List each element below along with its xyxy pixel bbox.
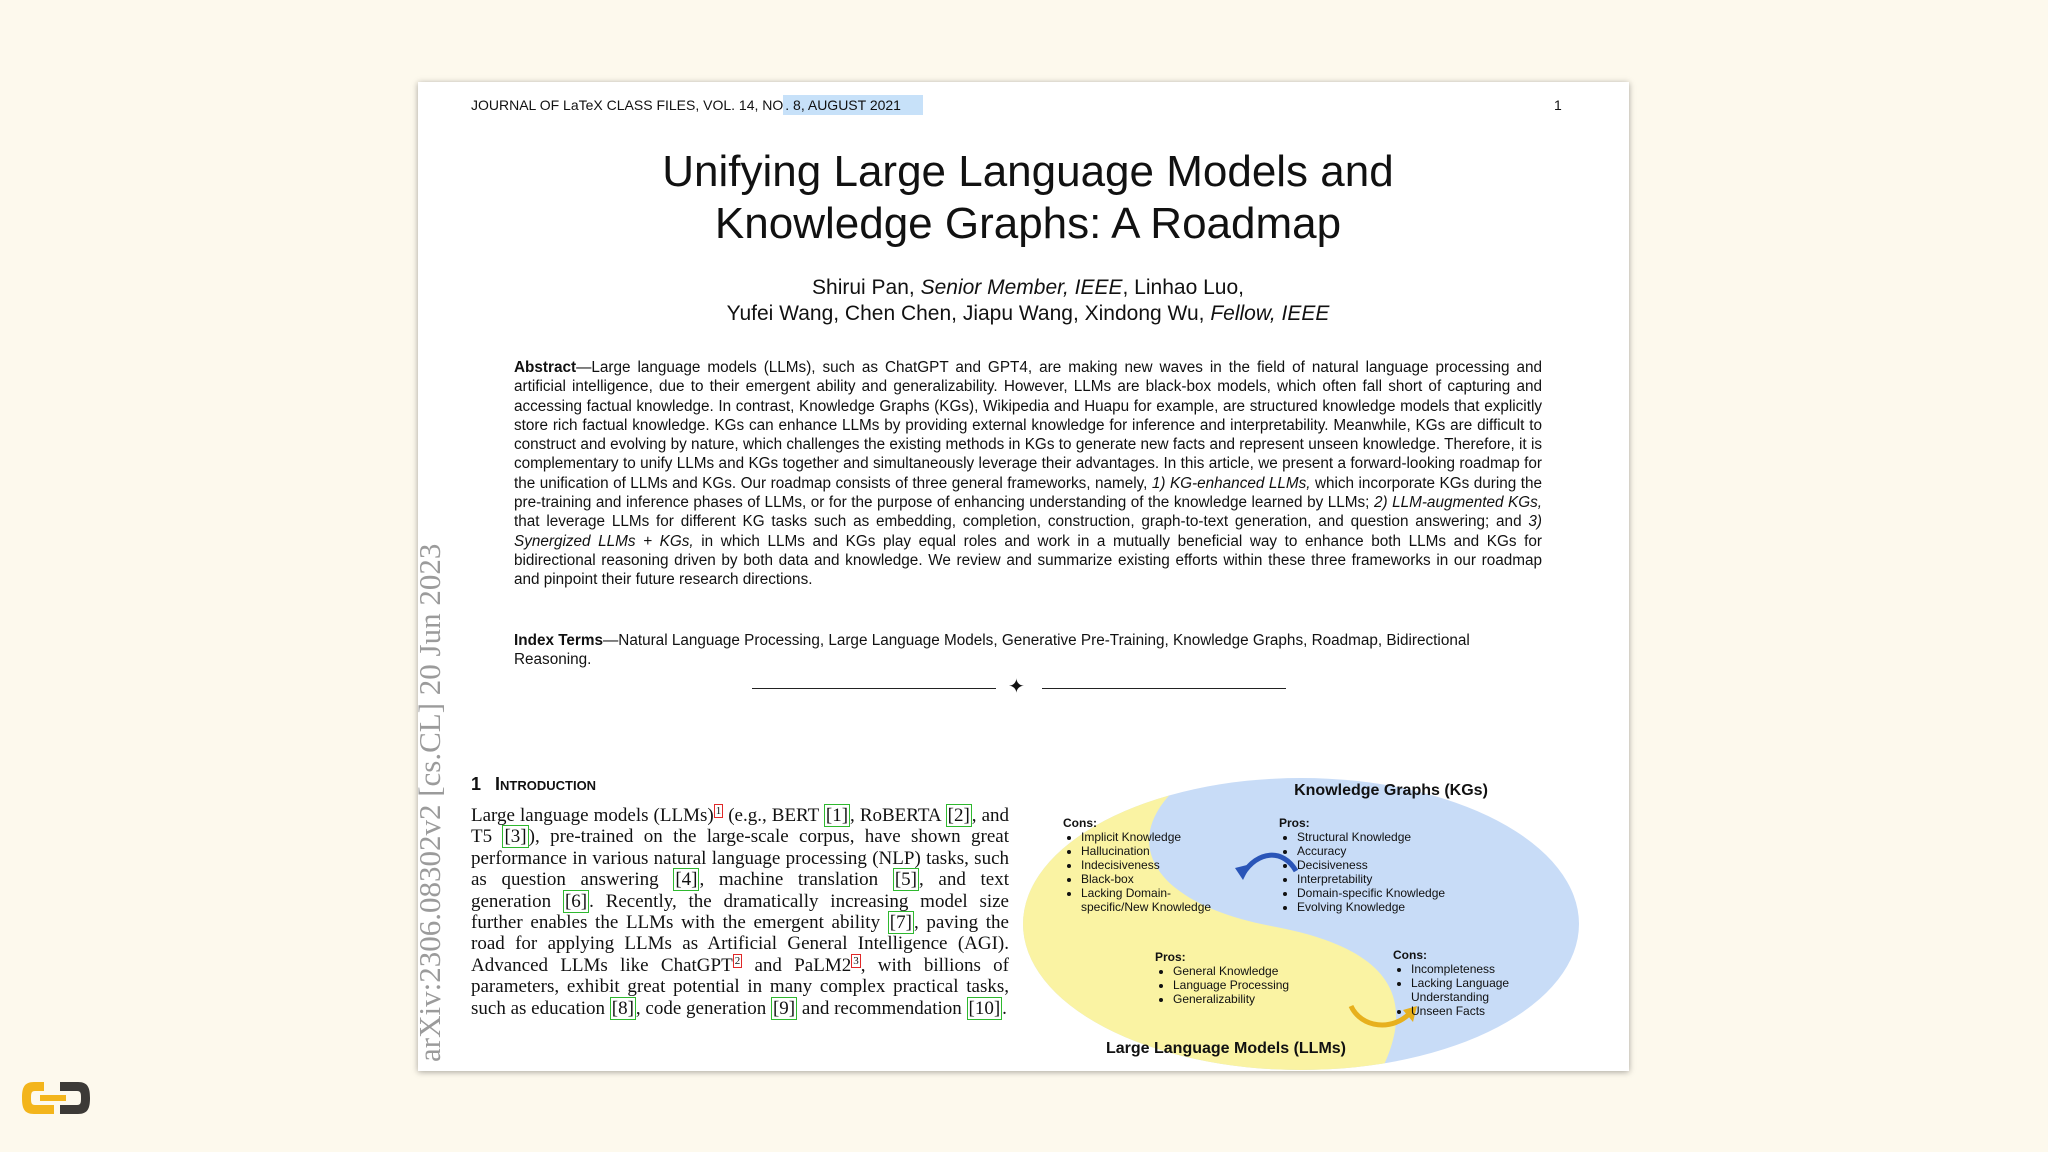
separator-line-right bbox=[1042, 688, 1286, 689]
kg-pros-item: • Structural Knowledge bbox=[1297, 830, 1489, 844]
intro-text: , machine translation bbox=[699, 869, 893, 891]
author-role-1: Senior Member, IEEE bbox=[920, 276, 1123, 299]
author-line-1: Shirui Pan, bbox=[812, 276, 921, 299]
kg-pros-list bbox=[1279, 816, 1489, 914]
llm-cons-item: • Indecisiveness bbox=[1081, 858, 1233, 872]
kg-cons-heading: Cons: bbox=[1393, 948, 1427, 962]
abstract-framework-3: 3) Synergized LLMs + KGs, bbox=[514, 513, 1542, 550]
index-terms bbox=[514, 631, 1542, 670]
intro-text: , and text generation bbox=[471, 869, 1009, 912]
index-terms-text: —Natural Language Processing, Large Language Models, Generative Pre-Training, Knowledge Graphs, Roadmap, Bidirectional Reasoning. bbox=[514, 632, 1470, 669]
brand-logo-icon bbox=[20, 1078, 92, 1118]
running-head-mid: CLASS FILES, VOL. 14, NO bbox=[602, 97, 784, 113]
running-head-latex: LaTeX bbox=[563, 97, 603, 113]
kg-pros-heading: Pros: bbox=[1279, 816, 1310, 830]
title-line-2: Knowledge Graphs: A Roadmap bbox=[714, 199, 1342, 248]
llm-pros-heading: Pros: bbox=[1155, 950, 1186, 964]
kg-pros-item: • Accuracy bbox=[1297, 844, 1489, 858]
abstract-text-1: —Large language models (LLMs), such as ChatGPT and GPT4, are making new waves in the field of natural language processing and artificial intelligence, due to their emergent ability and generalizability. However, LLMs are black-box models, which often fall short of capturing and accessing factual knowledge. In contrast, Knowledge Graphs (KGs), Wikipedia and Huapu for example, are structured knowledge models that explicitly store rich factual knowledge. KGs can enhance LLMs by providing external knowledge for inference and interpretability. Meanwhile, KGs are difficult to construct and evolving by nature, which challenges the existing methods in KGs to generate new facts and represent unseen knowledge. Therefore, it is complementary to unify LLMs and KGs together and simultaneously leverage their advantages. In this article, we present a forward-looking roadmap for the unification of LLMs and KGs. Our roadmap consists of three general frameworks, namely, bbox=[514, 359, 1542, 492]
citation-link[interactable]: [2] bbox=[947, 805, 970, 826]
kg-pros-item: • Domain-specific Knowledge bbox=[1297, 886, 1489, 900]
intro-text: (e.g., BERT bbox=[723, 805, 824, 826]
intro-text: , and T5 bbox=[471, 805, 1010, 848]
intro-text: , code generation bbox=[635, 997, 771, 1019]
llm-pros-list bbox=[1155, 950, 1325, 1006]
author-list bbox=[518, 275, 1538, 327]
intro-paragraph bbox=[471, 805, 1009, 1019]
kg-pros-item: • Evolving Knowledge bbox=[1297, 900, 1489, 914]
citation-link[interactable]: [7] bbox=[889, 912, 912, 934]
intro-text: Large language models (LLMs) bbox=[471, 805, 714, 826]
page-number: 1 bbox=[1554, 97, 1562, 113]
kg-pros-item: • Interpretability bbox=[1297, 872, 1489, 886]
running-head bbox=[471, 97, 923, 113]
intro-text: , with billions of parameters, exhibit great potential in many complex practical tasks, such as education bbox=[471, 954, 1009, 1019]
citation-link[interactable]: [1] bbox=[825, 805, 849, 826]
llm-cons-item: • Black-box bbox=[1081, 872, 1233, 886]
llm-pros-item: • Generalizability bbox=[1173, 992, 1325, 1006]
footnote-link[interactable]: 3 bbox=[853, 954, 859, 967]
citation-link[interactable]: [9] bbox=[772, 997, 796, 1019]
kg-cons-item: • Unseen Facts bbox=[1411, 1004, 1533, 1018]
kg-cons-list bbox=[1393, 948, 1533, 1018]
abstract-framework-1: 1) KG-enhanced LLMs, bbox=[1151, 474, 1311, 492]
citation-link[interactable]: [3] bbox=[504, 826, 527, 848]
llm-cons-item: • Hallucination bbox=[1081, 844, 1233, 858]
intro-text: ), pre-trained on the large-scale corpus, have shown great performance in various natural language processing (NLP) tasks, such as question answering bbox=[471, 826, 1009, 891]
kg-cons-item: • Incompleteness bbox=[1411, 962, 1533, 976]
llm-kg-figure bbox=[1021, 776, 1581, 1071]
intro-text: , paving the road for applying LLMs as Artificial General Intelligence (AGI). Advanced LLMs like ChatGPT bbox=[471, 912, 1009, 976]
title-line-1: Unifying Large Language Models and bbox=[662, 147, 1394, 196]
abstract-framework-2: 2) LLM-augmented KGs, bbox=[1373, 494, 1543, 512]
llm-title: Large Language Models (LLMs) bbox=[1105, 1040, 1346, 1057]
llm-cons-heading: Cons: bbox=[1063, 816, 1097, 830]
index-terms-label: Index Terms bbox=[514, 632, 603, 649]
separator-diamond-icon: ✦ bbox=[1008, 676, 1025, 698]
intro-text: . bbox=[1002, 997, 1007, 1019]
kg-title: Knowledge Graphs (KGs) bbox=[1294, 782, 1488, 799]
section-number: 1 bbox=[471, 774, 482, 794]
running-head-highlight[interactable]: . 8, AUGUST 2021 bbox=[783, 95, 923, 115]
author-role-2: Fellow, IEEE bbox=[1210, 302, 1330, 325]
author-line-2: Yufei Wang, Chen Chen, Jiapu Wang, Xindong Wu, bbox=[726, 302, 1211, 325]
section-heading bbox=[471, 774, 596, 795]
citation-link[interactable]: [6] bbox=[564, 890, 588, 912]
running-head-pre: JOURNAL OF bbox=[471, 97, 564, 113]
llm-pros-item: • Language Processing bbox=[1173, 978, 1325, 992]
arxiv-stamp: arXiv:2306.08302v2 [cs.CL] 20 Jun 2023 bbox=[412, 543, 447, 1062]
abstract bbox=[514, 358, 1542, 590]
kg-cons-item: • Lacking Language Understanding bbox=[1411, 976, 1533, 1004]
intro-text: . Recently, the dramatically increasing model size further enables the LLMs with the emergent ability bbox=[471, 890, 1009, 934]
footnote-link[interactable]: 1 bbox=[715, 804, 722, 817]
intro-text: and recommendation bbox=[797, 997, 967, 1019]
paper-title bbox=[518, 146, 1538, 250]
llm-cons-list bbox=[1063, 816, 1233, 914]
abstract-text-4: in which LLMs and KGs play equal roles and work in a mutually beneficial way to enhance both LLMs and KGs for bidirectional reasoning driven by both data and knowledge. We review and summarize existing efforts within these three frameworks in our roadmap and pinpoint their future research directions. bbox=[514, 532, 1542, 589]
llm-pros-item: • General Knowledge bbox=[1173, 964, 1325, 978]
separator-line-left bbox=[752, 688, 996, 689]
paper-page bbox=[412, 82, 1629, 1071]
footnote-link[interactable]: 2 bbox=[734, 954, 741, 967]
intro-text: , RoBERTA bbox=[850, 805, 946, 826]
abstract-label: Abstract bbox=[514, 359, 577, 376]
author-line-1-rest: , Linhao Luo, bbox=[1122, 276, 1244, 299]
llm-cons-item: • Lacking Domain-specific/New Knowledge bbox=[1081, 886, 1233, 914]
abstract-text-2: which incorporate KGs during the pre-training and inference phases of LLMs, or for the purpose of enhancing understanding of the knowledge learned by LLMs; bbox=[514, 474, 1542, 512]
citation-link[interactable]: [8] bbox=[611, 997, 634, 1019]
citation-link[interactable]: [5] bbox=[894, 869, 917, 891]
kg-pros-item: • Decisiveness bbox=[1297, 858, 1489, 872]
citation-link[interactable]: [10] bbox=[968, 997, 1001, 1019]
logo-mark-bar bbox=[40, 1095, 66, 1101]
intro-text: and PaLM2 bbox=[742, 954, 852, 976]
citation-link[interactable]: [4] bbox=[675, 869, 698, 891]
section-title: Introduction bbox=[495, 774, 597, 794]
llm-cons-item: • Implicit Knowledge bbox=[1081, 830, 1233, 844]
abstract-text-3: that leverage LLMs for different KG tasks such as embedding, completion, construction, graph-to-text generation, and question answering; and bbox=[514, 513, 1529, 531]
